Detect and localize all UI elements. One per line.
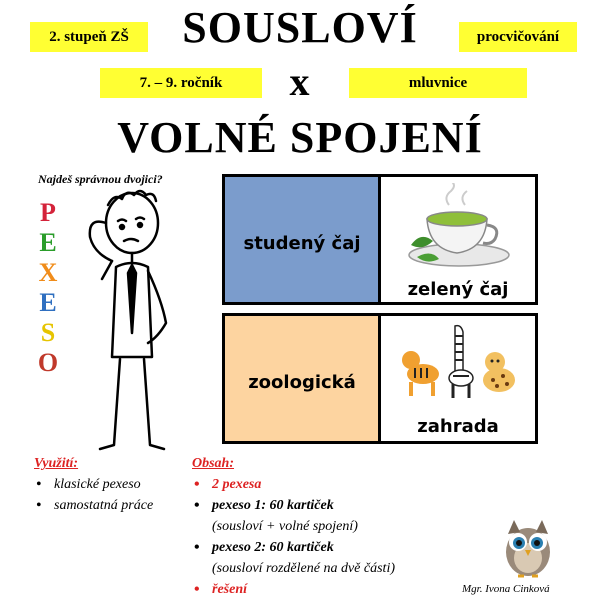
pexeso-letters [33, 198, 63, 378]
prompt-text: Najdeš správnou dvojici? [38, 172, 163, 186]
card2-label: zelený čaj [407, 279, 509, 300]
usage-item: • samostatná práce [34, 495, 194, 516]
card-zoologicka[interactable] [222, 313, 382, 444]
pexeso-letter: S [40, 318, 56, 347]
years-tag-label: 7. – 9. ročník [139, 74, 223, 91]
card3-label: zoologická [248, 372, 356, 393]
tiger-icon [402, 351, 439, 396]
subject-tag [349, 68, 527, 98]
practice-tag-label: procvičování [476, 28, 560, 45]
practice-tag [459, 22, 577, 52]
card-zeleny-caj[interactable] [378, 174, 538, 305]
contents-item-pexeso1-note: (sousloví + volné spojení) [212, 519, 358, 534]
thinking-man-icon [72, 183, 202, 453]
contents-item-pexeso2-note: (sousloví rozdělené na dvě části) [212, 561, 395, 576]
zoo-animals-icon [397, 322, 521, 402]
leopard-cub-icon [483, 352, 515, 392]
subject-tag-label: mluvnice [408, 74, 468, 91]
card-zahrada[interactable] [378, 313, 538, 444]
grade-tag-label: 2. stupeň ZŠ [49, 28, 129, 45]
pexeso-letter: O [37, 348, 59, 377]
pexeso-letter: E [39, 228, 57, 257]
usage-section [34, 456, 194, 516]
title-bottom: VOLNÉ SPOJENÍ [117, 113, 483, 162]
owl-logo-icon [500, 514, 556, 580]
contents-item-pexeso1: • pexeso 1: 60 kartiček [192, 495, 472, 516]
usage-heading: Využití: [34, 456, 79, 471]
title-x: x [289, 59, 311, 104]
contents-item-pexeso2: • pexeso 2: 60 kartiček [192, 537, 472, 558]
zebra-icon [449, 326, 473, 398]
card1-label: studený čaj [243, 233, 361, 254]
usage-list [34, 474, 194, 516]
title-top: SOUSLOVÍ [182, 3, 418, 52]
usage-item: • klasické pexeso [34, 474, 194, 495]
author-name: Mgr. Ivona Cinková [462, 583, 550, 595]
contents-item-packs: • 2 pexesa [192, 474, 472, 495]
contents-item-solution: • řešení [192, 579, 472, 600]
green-tea-cup-icon [403, 183, 515, 271]
pexeso-letter: E [39, 288, 57, 317]
card4-label: zahrada [417, 416, 499, 437]
contents-list [192, 474, 472, 600]
pexeso-letter: P [40, 198, 56, 227]
card-studeny-caj[interactable] [222, 174, 382, 305]
grade-tag [30, 22, 148, 52]
years-tag [100, 68, 262, 98]
contents-heading: Obsah: [192, 456, 235, 471]
contents-section [192, 456, 472, 600]
pexeso-letter: X [38, 258, 58, 287]
